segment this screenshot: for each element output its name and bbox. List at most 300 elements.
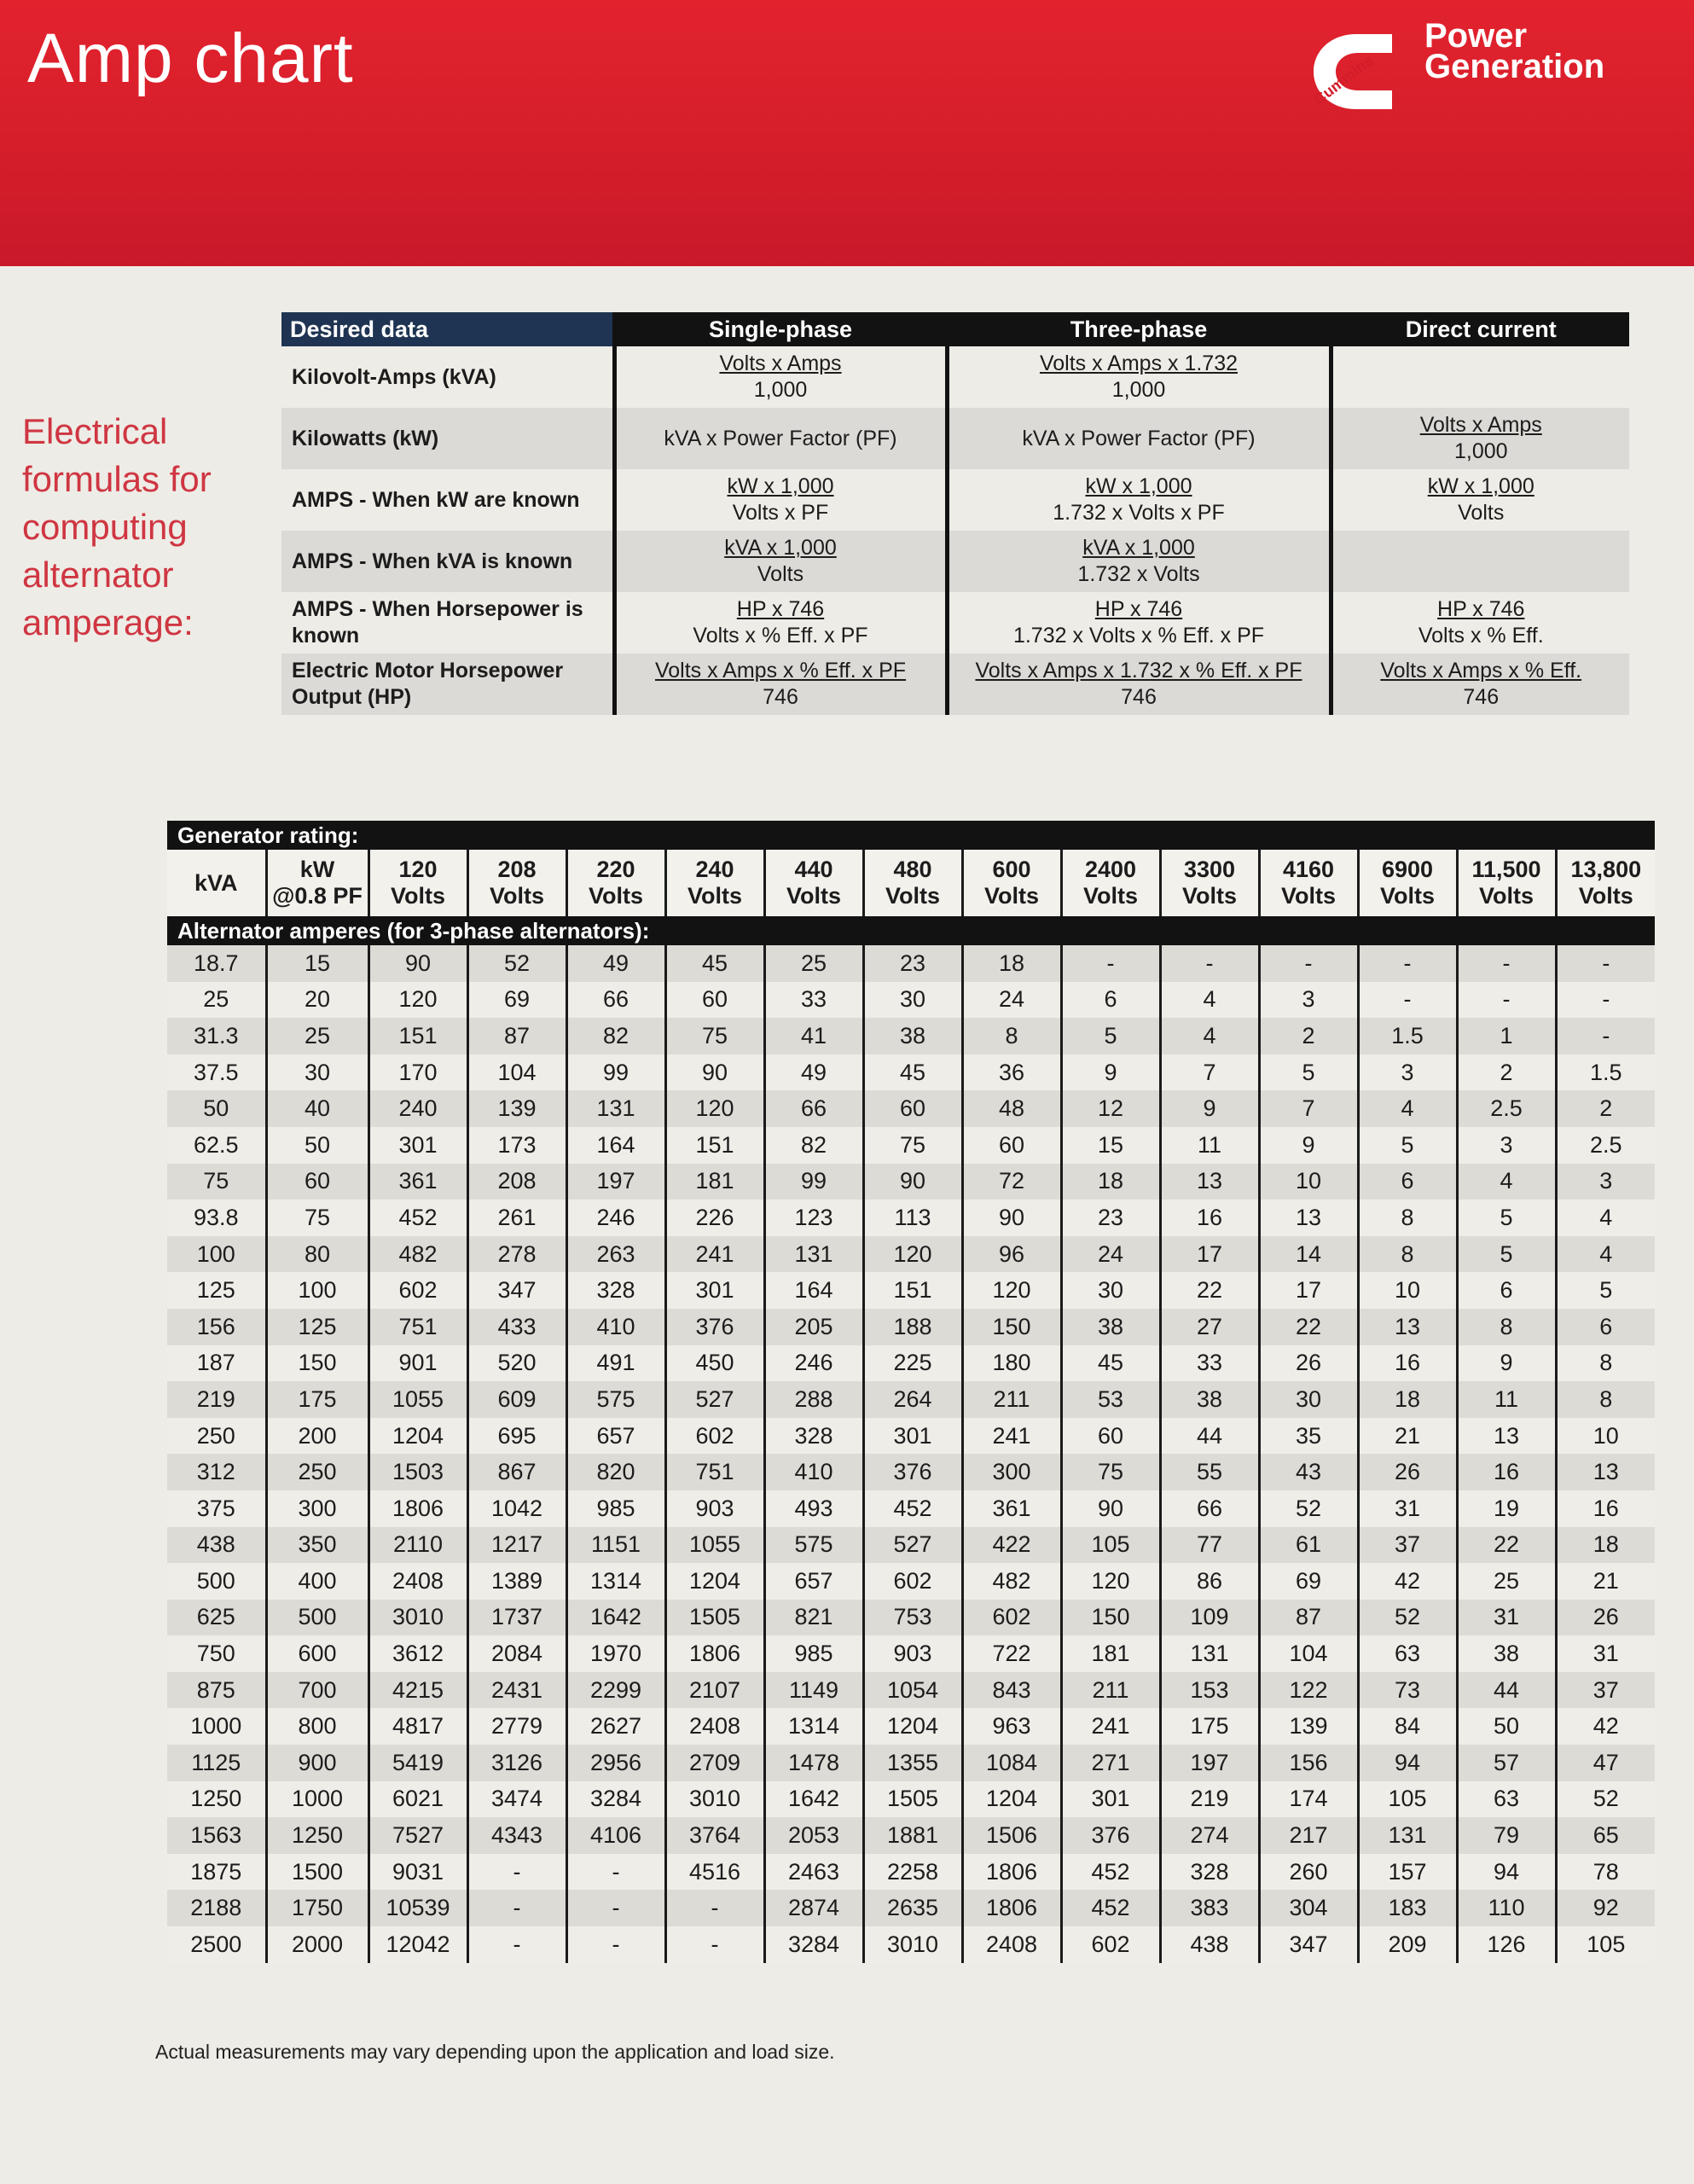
table-cell: 12 bbox=[1061, 1090, 1160, 1127]
table-cell: 433 bbox=[467, 1309, 566, 1345]
formula-row bbox=[281, 592, 1629, 653]
table-cell: 3010 bbox=[863, 1926, 962, 1963]
table-cell: 527 bbox=[863, 1527, 962, 1564]
table-cell: 10 bbox=[1556, 1418, 1655, 1455]
table-cell: 4516 bbox=[665, 1854, 764, 1891]
brand-line-2: Generation bbox=[1424, 48, 1605, 85]
formula-dc bbox=[1331, 346, 1629, 408]
table-cell: 105 bbox=[1061, 1527, 1160, 1564]
table-cell: 2 bbox=[1259, 1018, 1358, 1054]
table-cell: 3284 bbox=[566, 1781, 665, 1818]
table-cell: 2 bbox=[1556, 1090, 1655, 1127]
table-cell: 139 bbox=[467, 1090, 566, 1127]
table-row bbox=[167, 1127, 1655, 1164]
table-cell: 75 bbox=[266, 1199, 368, 1236]
table-cell: 125 bbox=[266, 1309, 368, 1345]
table-cell: 246 bbox=[764, 1345, 863, 1382]
table-cell: 11 bbox=[1457, 1381, 1556, 1418]
table-cell: 13 bbox=[1457, 1418, 1556, 1455]
table-cell: 657 bbox=[566, 1418, 665, 1455]
table-cell: 2188 bbox=[167, 1890, 266, 1926]
table-cell: 3126 bbox=[467, 1745, 566, 1781]
table-cell: 1 bbox=[1457, 1018, 1556, 1054]
formula-dc bbox=[1331, 653, 1629, 715]
formula-numerator: kW x 1,000 bbox=[1085, 474, 1192, 498]
formula-numerator: Volts x Amps x % Eff. x PF bbox=[654, 659, 907, 682]
table-cell: 347 bbox=[467, 1272, 566, 1309]
table-cell: - bbox=[467, 1926, 566, 1963]
table-row bbox=[167, 1454, 1655, 1490]
table-cell: 260 bbox=[1259, 1854, 1358, 1891]
table-cell: 99 bbox=[764, 1164, 863, 1200]
formula-numerator: kW x 1,000 bbox=[1427, 474, 1534, 498]
table-cell: 300 bbox=[962, 1454, 1061, 1490]
table-cell: 60 bbox=[863, 1090, 962, 1127]
table-row bbox=[167, 1272, 1655, 1309]
table-cell: 75 bbox=[1061, 1454, 1160, 1490]
formula-row-label: AMPS - When kW are known bbox=[292, 487, 580, 512]
table-cell: 90 bbox=[863, 1164, 962, 1200]
table-cell: 188 bbox=[863, 1309, 962, 1345]
table-cell: 2956 bbox=[566, 1745, 665, 1781]
table-cell: 80 bbox=[266, 1236, 368, 1273]
table-cell: 875 bbox=[167, 1672, 266, 1709]
table-cell: 18 bbox=[962, 945, 1061, 982]
amp-column-header-line1: 240 bbox=[695, 857, 734, 882]
table-cell: 30 bbox=[1259, 1381, 1358, 1418]
table-cell: 120 bbox=[368, 982, 467, 1019]
table-cell: 9 bbox=[1457, 1345, 1556, 1382]
table-cell: 66 bbox=[1160, 1490, 1259, 1527]
table-row bbox=[167, 1054, 1655, 1091]
table-cell: 4 bbox=[1457, 1164, 1556, 1200]
table-cell: 438 bbox=[1160, 1926, 1259, 1963]
table-cell: 375 bbox=[167, 1490, 266, 1527]
table-cell: 1806 bbox=[665, 1635, 764, 1672]
table-cell: 87 bbox=[467, 1018, 566, 1054]
amp-column-header-line2: Volts bbox=[786, 883, 841, 909]
table-cell: 2107 bbox=[665, 1672, 764, 1709]
amp-column-header-line2: Volts bbox=[885, 883, 940, 909]
table-cell: 1042 bbox=[467, 1490, 566, 1527]
table-cell: 2709 bbox=[665, 1745, 764, 1781]
amp-column-header-line2: Volts bbox=[390, 883, 445, 909]
table-cell: 301 bbox=[368, 1127, 467, 1164]
table-cell: 843 bbox=[962, 1672, 1061, 1709]
table-cell: 87 bbox=[1259, 1600, 1358, 1636]
table-cell: 3764 bbox=[665, 1817, 764, 1854]
formula-denominator: 1.732 x Volts x % Eff. x PF bbox=[1012, 624, 1265, 648]
table-cell: 120 bbox=[863, 1236, 962, 1273]
table-cell: 2258 bbox=[863, 1854, 962, 1891]
table-cell: - bbox=[1457, 982, 1556, 1019]
amp-column-header-line2: @0.8 PF bbox=[272, 883, 363, 909]
table-cell: 10539 bbox=[368, 1890, 467, 1926]
table-cell: 40 bbox=[266, 1090, 368, 1127]
table-cell: 400 bbox=[266, 1563, 368, 1600]
formula-single bbox=[614, 469, 947, 531]
amp-column-header bbox=[1556, 850, 1655, 916]
formula-denominator: 1.732 x Volts x PF bbox=[1053, 501, 1225, 525]
formula-numerator: Volts x Amps bbox=[719, 351, 842, 375]
table-cell: 1642 bbox=[764, 1781, 863, 1818]
table-cell: 24 bbox=[962, 982, 1061, 1019]
table-cell: 9 bbox=[1160, 1090, 1259, 1127]
formula-row bbox=[281, 531, 1629, 592]
table-row bbox=[167, 1635, 1655, 1672]
table-cell: 3612 bbox=[368, 1635, 467, 1672]
formula-three bbox=[947, 592, 1331, 653]
amp-column-header-line1: 208 bbox=[497, 857, 537, 882]
table-cell: 2408 bbox=[665, 1708, 764, 1745]
formula-numerator: Volts x Amps x 1.732 bbox=[1039, 351, 1239, 375]
table-cell: - bbox=[467, 1854, 566, 1891]
table-cell: 328 bbox=[566, 1272, 665, 1309]
amp-column-header-line1: 4160 bbox=[1282, 857, 1335, 882]
amp-column-header-line1: 2400 bbox=[1084, 857, 1137, 882]
table-cell: 1355 bbox=[863, 1745, 962, 1781]
formula-numerator: Volts x Amps bbox=[1419, 413, 1542, 437]
amp-column-header-line2: Volts bbox=[983, 883, 1039, 909]
table-cell: 41 bbox=[764, 1018, 863, 1054]
table-cell: 16 bbox=[1160, 1199, 1259, 1236]
table-cell: 438 bbox=[167, 1527, 266, 1564]
table-cell: 820 bbox=[566, 1454, 665, 1490]
table-cell: 8 bbox=[1358, 1236, 1457, 1273]
table-cell: - bbox=[1556, 982, 1655, 1019]
table-cell: 22 bbox=[1259, 1309, 1358, 1345]
logo-wordmark: Cummins bbox=[1310, 51, 1377, 108]
formula-dc bbox=[1331, 531, 1629, 592]
table-cell: - bbox=[1259, 945, 1358, 982]
table-cell: 44 bbox=[1457, 1672, 1556, 1709]
table-row bbox=[167, 1708, 1655, 1745]
table-cell: 1505 bbox=[863, 1781, 962, 1818]
table-cell: - bbox=[1457, 945, 1556, 982]
formula-denominator: Volts x % Eff. bbox=[1418, 624, 1544, 648]
formula-denominator: 746 bbox=[1463, 685, 1500, 709]
table-cell: 19 bbox=[1457, 1490, 1556, 1527]
table-cell: 5 bbox=[1061, 1018, 1160, 1054]
table-cell: 131 bbox=[764, 1236, 863, 1273]
table-cell: 2874 bbox=[764, 1890, 863, 1926]
table-cell: 16 bbox=[1457, 1454, 1556, 1490]
table-cell: 2 bbox=[1457, 1054, 1556, 1091]
formula-denominator: Volts bbox=[1458, 501, 1505, 525]
amp-column-header bbox=[266, 850, 368, 916]
amp-column-header-line1: 480 bbox=[893, 857, 932, 882]
table-cell: 301 bbox=[863, 1418, 962, 1455]
amp-column-header-line1: 13,800 bbox=[1570, 857, 1642, 882]
formula-denominator: 1.732 x Volts bbox=[1077, 562, 1200, 586]
table-cell: 6 bbox=[1358, 1164, 1457, 1200]
amp-column-header bbox=[1061, 850, 1160, 916]
formula-numerator: kVA x 1,000 bbox=[1082, 536, 1195, 560]
alternator-amperes-label: Alternator amperes (for 3-phase alternators): bbox=[167, 916, 1655, 945]
table-cell: 491 bbox=[566, 1345, 665, 1382]
table-cell: 197 bbox=[566, 1164, 665, 1200]
table-cell: 75 bbox=[167, 1164, 266, 1200]
table-cell: 9031 bbox=[368, 1854, 467, 1891]
table-cell: 151 bbox=[368, 1018, 467, 1054]
table-cell: 43 bbox=[1259, 1454, 1358, 1490]
table-row bbox=[167, 1926, 1655, 1963]
table-cell: 62.5 bbox=[167, 1127, 266, 1164]
table-cell: 37 bbox=[1556, 1672, 1655, 1709]
table-cell: 1.5 bbox=[1358, 1018, 1457, 1054]
table-cell: 1204 bbox=[665, 1563, 764, 1600]
table-cell: 60 bbox=[962, 1127, 1061, 1164]
table-cell: 3 bbox=[1556, 1164, 1655, 1200]
table-cell: 17 bbox=[1259, 1272, 1358, 1309]
table-cell: 3474 bbox=[467, 1781, 566, 1818]
table-cell: 1806 bbox=[962, 1890, 1061, 1926]
table-cell: 109 bbox=[1160, 1600, 1259, 1636]
table-cell: 493 bbox=[764, 1490, 863, 1527]
table-cell: 3 bbox=[1259, 982, 1358, 1019]
formula-header-dc: Direct current bbox=[1331, 312, 1629, 346]
table-cell: 5 bbox=[1457, 1236, 1556, 1273]
table-cell: 38 bbox=[1061, 1309, 1160, 1345]
table-cell: 183 bbox=[1358, 1890, 1457, 1926]
table-cell: 602 bbox=[368, 1272, 467, 1309]
table-cell: 250 bbox=[167, 1418, 266, 1455]
table-cell: 903 bbox=[665, 1490, 764, 1527]
table-cell: 181 bbox=[665, 1164, 764, 1200]
table-cell: 15 bbox=[266, 945, 368, 982]
table-cell: 7527 bbox=[368, 1817, 467, 1854]
table-cell: 12042 bbox=[368, 1926, 467, 1963]
table-cell: 11 bbox=[1160, 1127, 1259, 1164]
table-cell: 1500 bbox=[266, 1854, 368, 1891]
table-cell: 82 bbox=[566, 1018, 665, 1054]
formula-row-label: Kilowatts (kW) bbox=[281, 408, 614, 469]
table-cell: 16 bbox=[1358, 1345, 1457, 1382]
table-cell: 94 bbox=[1358, 1745, 1457, 1781]
table-cell: 500 bbox=[266, 1600, 368, 1636]
table-cell: 1055 bbox=[368, 1381, 467, 1418]
table-cell: 1314 bbox=[566, 1563, 665, 1600]
table-cell: 94 bbox=[1457, 1854, 1556, 1891]
formula-single bbox=[614, 408, 947, 469]
table-cell: 57 bbox=[1457, 1745, 1556, 1781]
table-cell: 1881 bbox=[863, 1817, 962, 1854]
table-cell: 37.5 bbox=[167, 1054, 266, 1091]
brand-line-1: Power bbox=[1424, 17, 1528, 55]
table-cell: 602 bbox=[863, 1563, 962, 1600]
table-cell: 250 bbox=[266, 1454, 368, 1490]
formula-numerator: Volts x Amps x % Eff. bbox=[1380, 659, 1582, 682]
table-cell: 985 bbox=[566, 1490, 665, 1527]
table-cell: 3 bbox=[1358, 1054, 1457, 1091]
table-cell: - bbox=[1556, 945, 1655, 982]
amp-column-header bbox=[1160, 850, 1259, 916]
table-cell: 3284 bbox=[764, 1926, 863, 1963]
table-cell: 1806 bbox=[962, 1854, 1061, 1891]
table-cell: 219 bbox=[167, 1381, 266, 1418]
table-cell: 304 bbox=[1259, 1890, 1358, 1926]
table-cell: 5 bbox=[1259, 1054, 1358, 1091]
table-cell: 60 bbox=[266, 1164, 368, 1200]
table-cell: 18 bbox=[1556, 1527, 1655, 1564]
table-cell: 44 bbox=[1160, 1418, 1259, 1455]
table-cell: 38 bbox=[863, 1018, 962, 1054]
table-cell: 1875 bbox=[167, 1854, 266, 1891]
amp-column-header-line2: Volts bbox=[489, 883, 544, 909]
table-cell: 6 bbox=[1556, 1309, 1655, 1345]
table-cell: 96 bbox=[962, 1236, 1061, 1273]
table-cell: 695 bbox=[467, 1418, 566, 1455]
formula-table bbox=[281, 312, 1629, 715]
formula-three bbox=[947, 408, 1331, 469]
table-cell: 9 bbox=[1061, 1054, 1160, 1091]
table-cell: 4343 bbox=[467, 1817, 566, 1854]
table-cell: 1054 bbox=[863, 1672, 962, 1709]
table-cell: 150 bbox=[962, 1309, 1061, 1345]
table-cell: 1055 bbox=[665, 1527, 764, 1564]
table-cell: 174 bbox=[1259, 1781, 1358, 1818]
table-cell: 69 bbox=[467, 982, 566, 1019]
table-cell: 45 bbox=[1061, 1345, 1160, 1382]
amp-column-header bbox=[467, 850, 566, 916]
amp-column-header bbox=[863, 850, 962, 916]
table-cell: 173 bbox=[467, 1127, 566, 1164]
table-cell: 73 bbox=[1358, 1672, 1457, 1709]
table-cell: - bbox=[566, 1854, 665, 1891]
table-cell: 452 bbox=[1061, 1854, 1160, 1891]
table-cell: 5 bbox=[1556, 1272, 1655, 1309]
table-cell: 527 bbox=[665, 1381, 764, 1418]
table-cell: 901 bbox=[368, 1345, 467, 1382]
table-cell: 23 bbox=[1061, 1199, 1160, 1236]
amp-column-header-line2: Volts bbox=[687, 883, 742, 909]
table-cell: 10 bbox=[1358, 1272, 1457, 1309]
table-cell: - bbox=[665, 1890, 764, 1926]
formula-row-label: AMPS - When Horsepower is known bbox=[292, 597, 583, 648]
table-cell: 821 bbox=[764, 1600, 863, 1636]
table-cell: 903 bbox=[863, 1635, 962, 1672]
table-row bbox=[167, 1199, 1655, 1236]
table-cell: 263 bbox=[566, 1236, 665, 1273]
table-cell: 15 bbox=[1061, 1127, 1160, 1164]
table-row bbox=[167, 1090, 1655, 1127]
table-cell: 31 bbox=[1556, 1635, 1655, 1672]
amp-column-header-line2: Volts bbox=[1478, 883, 1534, 909]
table-cell: 600 bbox=[266, 1635, 368, 1672]
table-cell: 36 bbox=[962, 1054, 1061, 1091]
table-cell: 609 bbox=[467, 1381, 566, 1418]
table-cell: 751 bbox=[368, 1309, 467, 1345]
amp-column-header-line1: kW bbox=[299, 857, 335, 882]
table-cell: 750 bbox=[167, 1635, 266, 1672]
table-cell: 90 bbox=[368, 945, 467, 982]
table-cell: 410 bbox=[566, 1309, 665, 1345]
table-row bbox=[167, 1418, 1655, 1455]
table-cell: 288 bbox=[764, 1381, 863, 1418]
table-cell: 75 bbox=[665, 1018, 764, 1054]
formula-three bbox=[947, 469, 1331, 531]
table-cell: - bbox=[1061, 945, 1160, 982]
table-cell: 278 bbox=[467, 1236, 566, 1273]
cummins-c-icon bbox=[1297, 19, 1416, 121]
table-cell: 1149 bbox=[764, 1672, 863, 1709]
table-cell: 1314 bbox=[764, 1708, 863, 1745]
table-cell: 5 bbox=[1358, 1127, 1457, 1164]
table-cell: 900 bbox=[266, 1745, 368, 1781]
table-cell: 1503 bbox=[368, 1454, 467, 1490]
table-cell: 625 bbox=[167, 1600, 266, 1636]
table-cell: 21 bbox=[1358, 1418, 1457, 1455]
amp-column-header-line1: 3300 bbox=[1183, 857, 1236, 882]
table-cell: 1250 bbox=[167, 1781, 266, 1818]
table-cell: 2408 bbox=[368, 1563, 467, 1600]
table-cell: 867 bbox=[467, 1454, 566, 1490]
table-cell: 271 bbox=[1061, 1745, 1160, 1781]
table-cell: 246 bbox=[566, 1199, 665, 1236]
table-cell: 4106 bbox=[566, 1817, 665, 1854]
table-cell: 113 bbox=[863, 1199, 962, 1236]
table-cell: 13 bbox=[1259, 1199, 1358, 1236]
table-cell: 482 bbox=[962, 1563, 1061, 1600]
table-cell: 33 bbox=[764, 982, 863, 1019]
table-cell: 2084 bbox=[467, 1635, 566, 1672]
formula-numerator: HP x 746 bbox=[1094, 597, 1183, 621]
table-cell: 156 bbox=[1259, 1745, 1358, 1781]
table-cell: 125 bbox=[167, 1272, 266, 1309]
table-cell: 1505 bbox=[665, 1600, 764, 1636]
table-cell: 376 bbox=[863, 1454, 962, 1490]
table-cell: - bbox=[1556, 1018, 1655, 1054]
amp-column-header bbox=[167, 850, 266, 916]
table-cell: 1.5 bbox=[1556, 1054, 1655, 1091]
table-cell: 55 bbox=[1160, 1454, 1259, 1490]
table-cell: 45 bbox=[863, 1054, 962, 1091]
formula-row-label: Electric Motor Horsepower Output (HP) bbox=[281, 653, 614, 715]
table-cell: 1125 bbox=[167, 1745, 266, 1781]
table-cell: 361 bbox=[962, 1490, 1061, 1527]
table-cell: 50 bbox=[167, 1090, 266, 1127]
table-cell: 8 bbox=[1556, 1345, 1655, 1382]
table-cell: 312 bbox=[167, 1454, 266, 1490]
table-cell: 187 bbox=[167, 1345, 266, 1382]
table-cell: 1204 bbox=[368, 1418, 467, 1455]
table-cell: 2779 bbox=[467, 1708, 566, 1745]
table-cell: 226 bbox=[665, 1199, 764, 1236]
table-row bbox=[167, 1018, 1655, 1054]
formula-denominator: 746 bbox=[1121, 685, 1157, 709]
table-cell: 92 bbox=[1556, 1890, 1655, 1926]
table-cell: 63 bbox=[1457, 1781, 1556, 1818]
table-cell: 156 bbox=[167, 1309, 266, 1345]
table-row bbox=[167, 1527, 1655, 1564]
table-cell: 1750 bbox=[266, 1890, 368, 1926]
table-row bbox=[167, 1745, 1655, 1781]
table-cell: 175 bbox=[266, 1381, 368, 1418]
table-cell: 99 bbox=[566, 1054, 665, 1091]
table-cell: 90 bbox=[1061, 1490, 1160, 1527]
table-cell: 164 bbox=[566, 1127, 665, 1164]
table-cell: 104 bbox=[1259, 1635, 1358, 1672]
table-cell: 47 bbox=[1556, 1745, 1655, 1781]
formula-header-three: Three-phase bbox=[947, 312, 1331, 346]
table-cell: 52 bbox=[1358, 1600, 1457, 1636]
table-cell: 219 bbox=[1160, 1781, 1259, 1818]
table-cell: 13 bbox=[1358, 1309, 1457, 1345]
table-cell: 31.3 bbox=[167, 1018, 266, 1054]
table-row bbox=[167, 1890, 1655, 1926]
table-cell: 422 bbox=[962, 1527, 1061, 1564]
table-cell: 131 bbox=[1358, 1817, 1457, 1854]
